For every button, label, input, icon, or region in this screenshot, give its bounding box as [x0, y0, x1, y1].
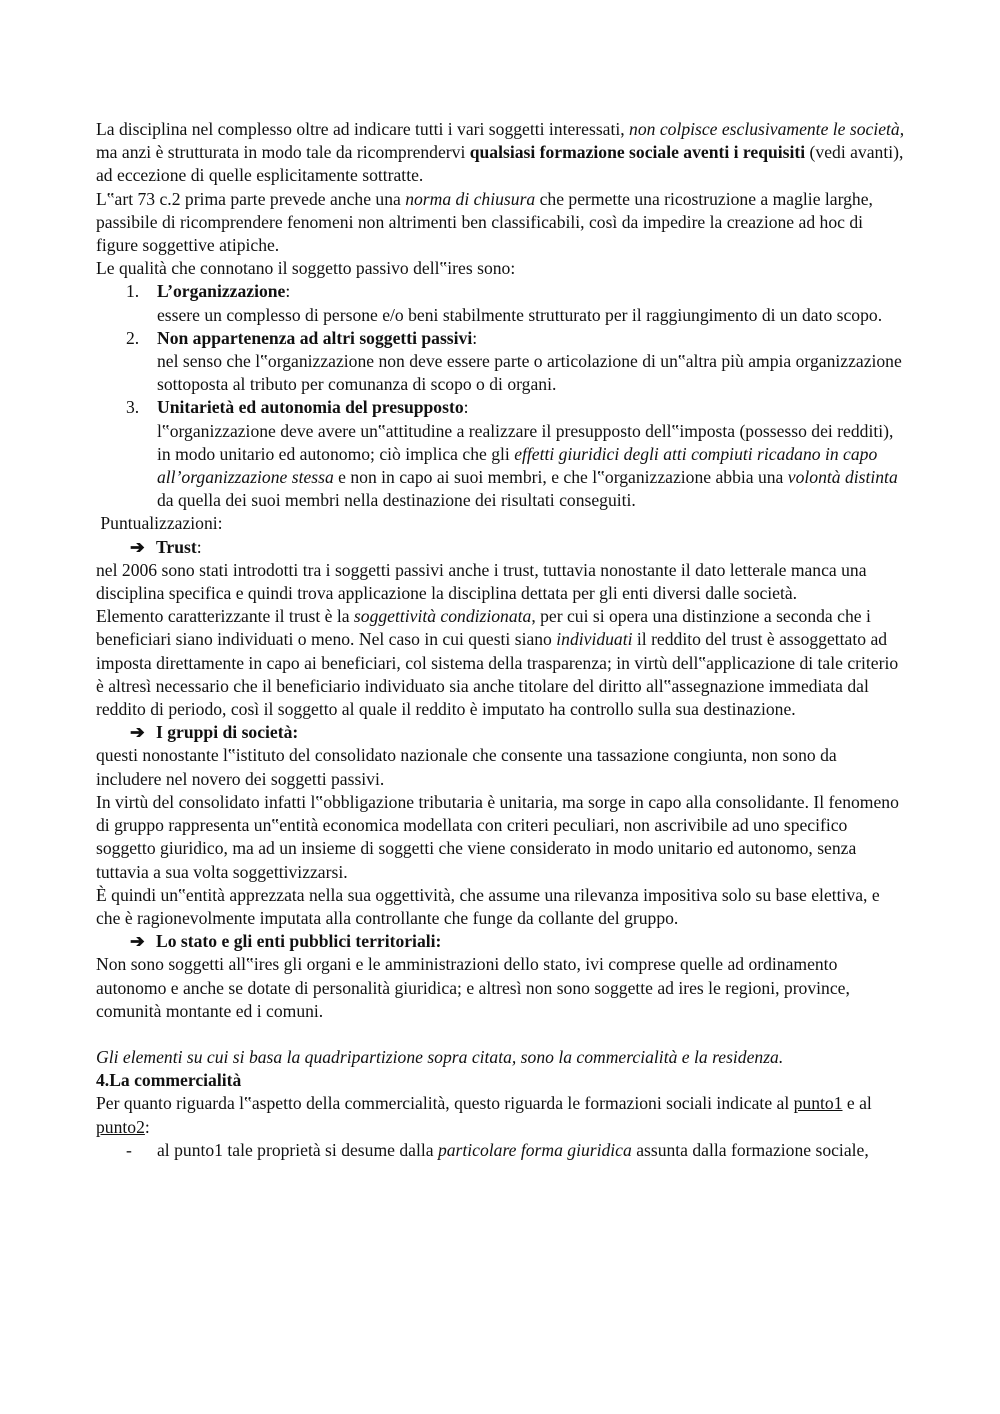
gruppi-paragraph-2: In virtù del consolidato infatti l‟obbligazione tributaria è unitaria, ma sorge in capo alla consolidante. Il fenomeno di gruppo rappresenta un‟entità economica modellata con criteri peculiari, non ascrivibile ad uno specifico soggetto giuridico, ma ad un insieme di soggetti che viene considerato in modo unitario ed autonomo, senza tuttavia a sua volta soggettivizzarsi. [96, 791, 899, 882]
arrow-right-icon: ➔ [130, 536, 145, 557]
heading-text: Lo stato e gli enti pubblici territoriali: [156, 931, 442, 952]
colon: : [196, 536, 202, 557]
italic-text: volontà distinta [787, 467, 898, 488]
quality-title: Non appartenenza ad altri soggetti passivi [157, 327, 473, 348]
dash-list-item [96, 1139, 906, 1162]
gruppi-paragraph-1: questi nonostante l‟istituto del consolidato nazionale che consente una tassazione congiunta, non sono da includere nel novero dei soggetti passivi. [96, 745, 837, 789]
italic-text: individuati [556, 629, 633, 650]
trust-heading [96, 536, 906, 559]
italic-text: particolare forma giuridica [437, 1139, 632, 1160]
qualities-intro: Le qualità che connotano il soggetto passivo dell‟ires sono: [96, 258, 516, 279]
text-run: l‟organizzazione deve avere un‟attitudine a realizzare il presupposto dell‟imposta (possesso dei redditi), in modo unitario ed autonomo; ciò implica che gli [157, 420, 894, 464]
text-run: e non in capo ai suoi membri, e che l‟organizzazione abbia una [333, 467, 788, 488]
document-page [96, 118, 906, 1162]
text-run: Per quanto riguarda l‟aspetto della commercialità, questo riguarda le formazioni sociali indicate al [96, 1093, 794, 1114]
text-run: e al [842, 1093, 872, 1114]
text-run: assunta dalla formazione sociale, [631, 1139, 869, 1160]
quality-title: L’organizzazione [157, 281, 286, 302]
text-run: Elemento caratterizzante il trust è la [96, 606, 354, 627]
list-number: 1. [126, 281, 140, 302]
italic-text: norma di chiusura [405, 188, 536, 209]
art73-paragraph [96, 188, 906, 258]
quality-item-3 [96, 396, 906, 512]
stato-heading [96, 930, 906, 953]
text-run: da quella dei suoi membri nella destinazione dei risultati conseguiti. [157, 490, 636, 511]
underlined-reference: punto1 [793, 1093, 843, 1114]
intro-paragraph [96, 118, 906, 188]
text-run: che permette una ricostruzione a maglie larghe, passibile di ricomprendere fenomeni non altrimenti ben classificabili, così da impedire la creazione ad hoc di figure soggettive atipiche. [96, 188, 873, 256]
quality-text [157, 420, 906, 513]
colon: : [472, 327, 478, 348]
heading-text: I gruppi di società: [156, 722, 299, 743]
gruppi-paragraph-3: È quindi un‟entità apprezzata nella sua oggettività, che assume una rilevanza impositiva solo su base elettiva, e che è ragionevolmente imputata alla controllante che funge da collante del gruppo. [96, 884, 880, 928]
quality-text: nel senso che l‟organizzazione non deve essere parte o articolazione di un‟altra più ampia organizzazione sottoposta al tributo per comunanza di scopo o di organi. [157, 351, 902, 395]
colon: : [285, 281, 291, 302]
blank-line [96, 1023, 906, 1046]
heading-text: Trust [156, 536, 197, 557]
section-4-heading [96, 1069, 906, 1092]
colon: : [463, 397, 469, 418]
text-run: , ma anzi è strutturata in modo tale da ricomprendervi [96, 119, 905, 163]
gruppi-heading [96, 721, 906, 744]
list-number: 2. [126, 327, 140, 348]
italic-text: effetti giuridici degli atti compiuti ricadano in capo all’organizzazione stessa [157, 443, 878, 488]
dash-bullet: - [126, 1139, 132, 1160]
closing-italic-line [96, 1046, 906, 1069]
arrow-right-icon: ➔ [130, 931, 145, 952]
quality-item-1 [96, 280, 906, 326]
bold-text: qualsiasi formazione sociale aventi i requisiti [469, 142, 806, 163]
underlined-reference: punto2 [96, 1116, 145, 1137]
text-run: (vedi avanti), ad eccezione di quelle esplicitamente sottratte. [96, 142, 904, 186]
italic-text: soggettività condizionata [353, 606, 532, 627]
italic-text: Gli elementi su cui si basa la quadripartizione sopra citata, sono la commercialità e la residenza. [96, 1046, 784, 1067]
arrow-right-icon: ➔ [130, 722, 145, 743]
text-run: , per cui si opera una distinzione a seconda che i beneficiari siano individuati o meno. Nel caso in cui questi siano [96, 606, 871, 650]
italic-text: non colpisce esclusivamente le società [629, 119, 900, 139]
text-run: : [144, 1116, 150, 1137]
quality-title: Unitarietà ed autonomia del presupposto [157, 397, 464, 418]
stato-paragraph: Non sono soggetti all‟ires gli organi e le amministrazioni dello stato, ivi comprese quelle ad ordinamento autonomo e anche se dotate di personalità giuridica; e altresì non sono soggette ad ires le regioni, province, comunità montante ed i comuni. [96, 954, 850, 1021]
list-number: 3. [126, 397, 140, 418]
text-run: il reddito del trust è assoggettato ad imposta direttamente in capo ai beneficiari, col sistema della trasparenza; in virtù dell‟applicazione di tale criterio è altresì necessario che il beneficiario individuato sia anche titolare del diritto all‟assegnazione immediata dal reddito di periodo, così il soggetto al quale il reddito è imputato ha controllo sulla sua destinazione. [96, 629, 899, 720]
text-run: L‟art 73 c.2 prima parte prevede anche una [96, 188, 406, 209]
puntualizzazioni-label: Puntualizzazioni: [96, 513, 223, 534]
text-run: al punto1 tale proprietà si desume dalla [157, 1139, 438, 1160]
bold-text: 4.La commercialità [96, 1070, 242, 1091]
text-run: La disciplina nel complesso oltre ad indicare tutti i vari soggetti interessati, [96, 119, 630, 139]
trust-paragraph-2 [96, 605, 906, 721]
commercialita-paragraph [96, 1092, 906, 1138]
quality-text: essere un complesso di persone e/o beni stabilmente strutturato per il raggiungimento di un dato scopo. [157, 304, 883, 325]
quality-item-2 [96, 327, 906, 397]
trust-paragraph-1: nel 2006 sono stati introdotti tra i soggetti passivi anche i trust, tuttavia nonostante il dato letterale manca una disciplina specifica e quindi trova applicazione la disciplina dettata per gli enti diversi dalle società. [96, 559, 867, 604]
